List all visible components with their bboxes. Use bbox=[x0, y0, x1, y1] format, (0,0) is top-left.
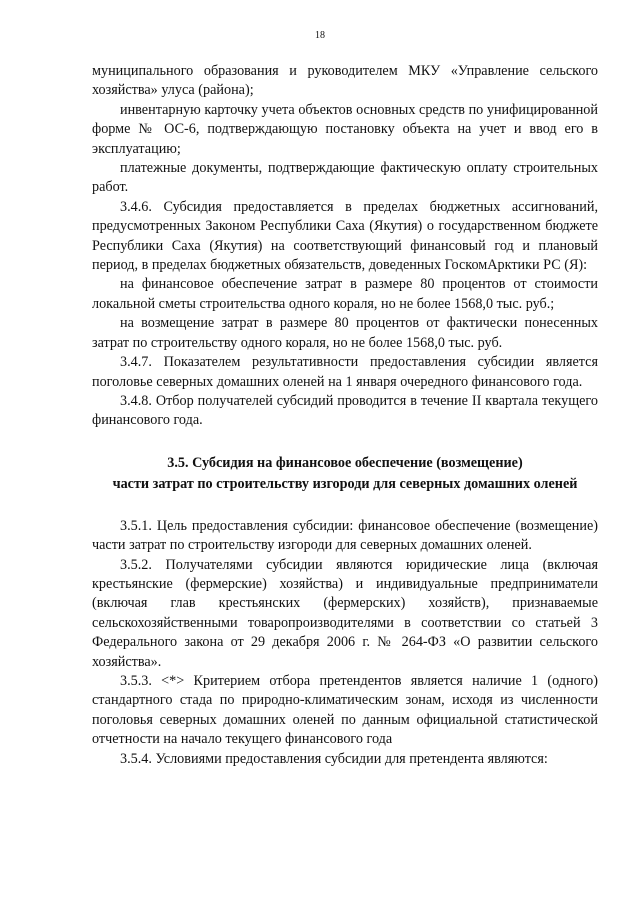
document-body bbox=[92, 62, 598, 769]
paragraph-p2: инвентарную карточку учета объектов основных средств по унифицированной форме № ОС-6, подтверждающую постановку объекта на учет и ввод его в эксплуатацию; bbox=[92, 101, 598, 157]
paragraph-p5: на финансовое обеспечение затрат в размере 80 процентов от стоимости локальной сметы строительства одного кораля, но не более 1568,0 тыс. руб.; bbox=[92, 276, 598, 312]
paragraph-p7: 3.4.7. Показателем результативности предоставления субсидии является поголовье северных домашних оленей на 1 января очередного финансового года. bbox=[92, 354, 598, 390]
paragraph-p9: 3.5.1. Цель предоставления субсидии: финансовое обеспечение (возмещение) части затрат по строительству изгороди для северных домашних оленей. bbox=[92, 517, 598, 554]
section-heading-line-2: части затрат по строительству изгороди для северных домашних оленей bbox=[112, 475, 578, 492]
section-heading-line-1: 3.5. Субсидия на финансовое обеспечение (возмещение) bbox=[167, 454, 523, 471]
page-number: 18 bbox=[315, 30, 325, 41]
paragraph-p6: на возмещение затрат в размере 80 процентов от фактически понесенных затрат по строительству одного кораля, но не более 1568,0 тыс. руб. bbox=[92, 315, 598, 351]
paragraph-p3: платежные документы, подтверждающие фактическую оплату строительных работ. bbox=[92, 160, 598, 196]
paragraph-p11: 3.5.3. <*> Критерием отбора претендентов является наличие 1 (одного) стандартного стада по природно-климатическим зонам, исходя из численности поголовья северных домашних оленей по данным официальной статистической отчетности на начало текущего финансового года bbox=[92, 672, 598, 748]
paragraph-p10: 3.5.2. Получателями субсидии являются юридические лица (включая крестьянские (фермерские) хозяйства) и индивидуальные предприниматели (включая глав крестьянских (фермерских) хозяйств), признаваемые сельскохозяйственными товаропроизводителями в соответствии со статьей 3 Федерального закона от 29 декабря 2006 г. № 264-ФЗ «О развитии сельского хозяйства». bbox=[92, 556, 598, 670]
paragraph-p12: 3.5.4. Условиями предоставления субсидии для претендента являются: bbox=[120, 750, 548, 767]
paragraph-p1: муниципального образования и руководителем МКУ «Управление сельского хозяйства» улуса (района); bbox=[92, 63, 598, 99]
paragraph-p4: 3.4.6. Субсидия предоставляется в пределах бюджетных ассигнований, предусмотренных Законом Республики Саха (Якутия) о государственном бюджете Республики Саха (Якутия) на соответствующий финансовый год и плановый период, в пределах бюджетных обязательств, доведенных ГоскомАрктики РС (Я): bbox=[92, 198, 598, 274]
paragraph-p8: 3.4.8. Отбор получателей субсидий проводится в течение II квартала текущего финансового года. bbox=[92, 392, 598, 429]
section-heading bbox=[92, 453, 598, 495]
